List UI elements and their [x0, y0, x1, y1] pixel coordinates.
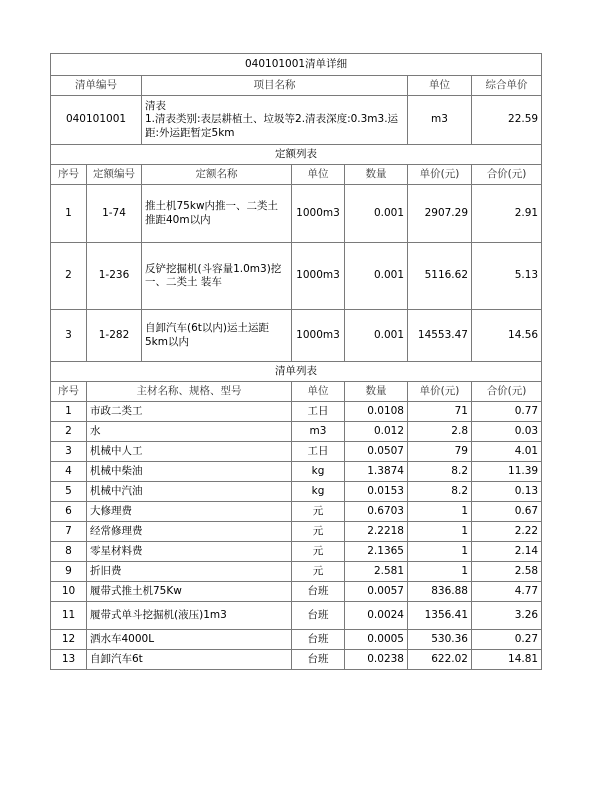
- quota-seq: 2: [51, 243, 87, 310]
- material-total: 14.81: [472, 650, 542, 670]
- material-row: [51, 502, 542, 522]
- material-row: [51, 522, 542, 542]
- material-row: [51, 630, 542, 650]
- bill-price: 22.59: [472, 96, 542, 145]
- material-seq: 4: [51, 462, 87, 482]
- quota-qty: 0.001: [345, 243, 408, 310]
- material-qty: 0.012: [345, 422, 408, 442]
- material-name: 履带式推土机75Kw: [87, 582, 292, 602]
- material-row: [51, 542, 542, 562]
- material-row: [51, 562, 542, 582]
- material-unit: 元: [292, 522, 345, 542]
- bill-name-line2: 1.清表类别:表层耕植土、垃圾等2.清表深度:0.3m3.运距:外运距暂定5km: [145, 113, 399, 139]
- material-unit: 工日: [292, 442, 345, 462]
- material-seq: 1: [51, 402, 87, 422]
- material-unit-header: 单位: [292, 382, 345, 402]
- material-unit-price: 1: [408, 562, 472, 582]
- material-qty: 2.1365: [345, 542, 408, 562]
- material-qty: 2.2218: [345, 522, 408, 542]
- material-row: [51, 482, 542, 502]
- material-qty: 1.3874: [345, 462, 408, 482]
- quota-unit-price: 14553.47: [408, 310, 472, 362]
- material-unit: 台班: [292, 630, 345, 650]
- material-total: 0.13: [472, 482, 542, 502]
- material-unit: m3: [292, 422, 345, 442]
- material-row: [51, 582, 542, 602]
- quota-code: 1-74: [87, 185, 142, 243]
- material-seq-header: 序号: [51, 382, 87, 402]
- quota-name: 反铲挖掘机(斗容量1.0m3)挖一、二类土 装车: [142, 243, 292, 310]
- material-total-header: 合价(元): [472, 382, 542, 402]
- material-unit-price: 79: [408, 442, 472, 462]
- material-unit: kg: [292, 482, 345, 502]
- material-qty: 0.6703: [345, 502, 408, 522]
- quota-unit-price: 5116.62: [408, 243, 472, 310]
- material-seq: 7: [51, 522, 87, 542]
- material-name: 履带式单斗挖掘机(液压)1m3: [87, 602, 292, 630]
- quota-total: 5.13: [472, 243, 542, 310]
- material-total: 2.58: [472, 562, 542, 582]
- quota-unit: 1000m3: [292, 310, 345, 362]
- quota-row: [51, 310, 542, 362]
- material-row: [51, 602, 542, 630]
- material-total: 2.22: [472, 522, 542, 542]
- material-row: [51, 402, 542, 422]
- quota-qty: 0.001: [345, 310, 408, 362]
- material-name: 折旧费: [87, 562, 292, 582]
- bill-name-header: 项目名称: [142, 76, 408, 96]
- material-name: 水: [87, 422, 292, 442]
- material-unit-price: 8.2: [408, 482, 472, 502]
- material-unit-price-header: 单价(元): [408, 382, 472, 402]
- material-name: 机械中柴油: [87, 462, 292, 482]
- material-total: 0.27: [472, 630, 542, 650]
- material-seq: 8: [51, 542, 87, 562]
- material-name: 大修理费: [87, 502, 292, 522]
- quota-code: 1-282: [87, 310, 142, 362]
- material-qty: 0.0507: [345, 442, 408, 462]
- quota-total: 2.91: [472, 185, 542, 243]
- material-unit: 元: [292, 542, 345, 562]
- quota-seq: 1: [51, 185, 87, 243]
- quota-total: 14.56: [472, 310, 542, 362]
- material-seq: 13: [51, 650, 87, 670]
- material-total: 3.26: [472, 602, 542, 630]
- material-qty: 0.0024: [345, 602, 408, 630]
- quota-code-header: 定额编号: [87, 165, 142, 185]
- material-row: [51, 650, 542, 670]
- material-seq: 9: [51, 562, 87, 582]
- material-unit-price: 530.36: [408, 630, 472, 650]
- material-unit: 工日: [292, 402, 345, 422]
- bill-detail-table: [50, 53, 542, 670]
- material-name: 机械中汽油: [87, 482, 292, 502]
- material-seq: 3: [51, 442, 87, 462]
- material-unit-price: 622.02: [408, 650, 472, 670]
- quota-code: 1-236: [87, 243, 142, 310]
- material-unit-price: 71: [408, 402, 472, 422]
- bill-unit: m3: [408, 96, 472, 145]
- table-title: 040101001清单详细: [51, 54, 542, 76]
- material-name-header: 主材名称、规格、型号: [87, 382, 292, 402]
- material-name: 零星材料费: [87, 542, 292, 562]
- bill-name: [142, 96, 408, 145]
- material-seq: 5: [51, 482, 87, 502]
- quota-unit: 1000m3: [292, 243, 345, 310]
- material-unit-price: 836.88: [408, 582, 472, 602]
- material-row: [51, 442, 542, 462]
- material-name: 经常修理费: [87, 522, 292, 542]
- material-name: 洒水车4000L: [87, 630, 292, 650]
- quota-qty: 0.001: [345, 185, 408, 243]
- material-name: 机械中人工: [87, 442, 292, 462]
- material-seq: 11: [51, 602, 87, 630]
- material-name: 自卸汽车6t: [87, 650, 292, 670]
- material-seq: 10: [51, 582, 87, 602]
- quota-name-header: 定额名称: [142, 165, 292, 185]
- quota-name: 推土机75kw内推一、二类土推距40m以内: [142, 185, 292, 243]
- material-qty: 0.0005: [345, 630, 408, 650]
- quota-unit-header: 单位: [292, 165, 345, 185]
- quota-unit-price-header: 单价(元): [408, 165, 472, 185]
- material-seq: 6: [51, 502, 87, 522]
- material-qty: 0.0108: [345, 402, 408, 422]
- material-unit-price: 1: [408, 502, 472, 522]
- quota-seq-header: 序号: [51, 165, 87, 185]
- material-unit-price: 1: [408, 522, 472, 542]
- bill-code: 040101001: [51, 96, 142, 145]
- quota-total-header: 合价(元): [472, 165, 542, 185]
- quota-row: [51, 243, 542, 310]
- material-seq: 2: [51, 422, 87, 442]
- quota-row: [51, 185, 542, 243]
- material-qty: 0.0153: [345, 482, 408, 502]
- material-seq: 12: [51, 630, 87, 650]
- quota-seq: 3: [51, 310, 87, 362]
- material-total: 4.01: [472, 442, 542, 462]
- material-total: 0.03: [472, 422, 542, 442]
- material-name: 市政二类工: [87, 402, 292, 422]
- bill-name-line1: 清表: [145, 100, 166, 113]
- material-qty-header: 数量: [345, 382, 408, 402]
- material-unit: 元: [292, 562, 345, 582]
- material-unit: kg: [292, 462, 345, 482]
- material-unit: 台班: [292, 602, 345, 630]
- bill-price-header: 综合单价: [472, 76, 542, 96]
- material-total: 11.39: [472, 462, 542, 482]
- material-qty: 2.581: [345, 562, 408, 582]
- bill-unit-header: 单位: [408, 76, 472, 96]
- quota-unit: 1000m3: [292, 185, 345, 243]
- quota-unit-price: 2907.29: [408, 185, 472, 243]
- quota-qty-header: 数量: [345, 165, 408, 185]
- material-total: 4.77: [472, 582, 542, 602]
- material-unit-price: 2.8: [408, 422, 472, 442]
- material-qty: 0.0057: [345, 582, 408, 602]
- material-unit-price: 8.2: [408, 462, 472, 482]
- material-row: [51, 462, 542, 482]
- bill-code-header: 清单编号: [51, 76, 142, 96]
- material-total: 2.14: [472, 542, 542, 562]
- material-section-title: 清单列表: [51, 362, 542, 382]
- material-total: 0.67: [472, 502, 542, 522]
- material-qty: 0.0238: [345, 650, 408, 670]
- material-unit-price: 1356.41: [408, 602, 472, 630]
- quota-section-title: 定额列表: [51, 145, 542, 165]
- material-unit: 台班: [292, 650, 345, 670]
- material-unit: 元: [292, 502, 345, 522]
- quota-name: 自卸汽车(6t以内)运土运距5km以内: [142, 310, 292, 362]
- material-row: [51, 422, 542, 442]
- material-unit: 台班: [292, 582, 345, 602]
- material-unit-price: 1: [408, 542, 472, 562]
- material-total: 0.77: [472, 402, 542, 422]
